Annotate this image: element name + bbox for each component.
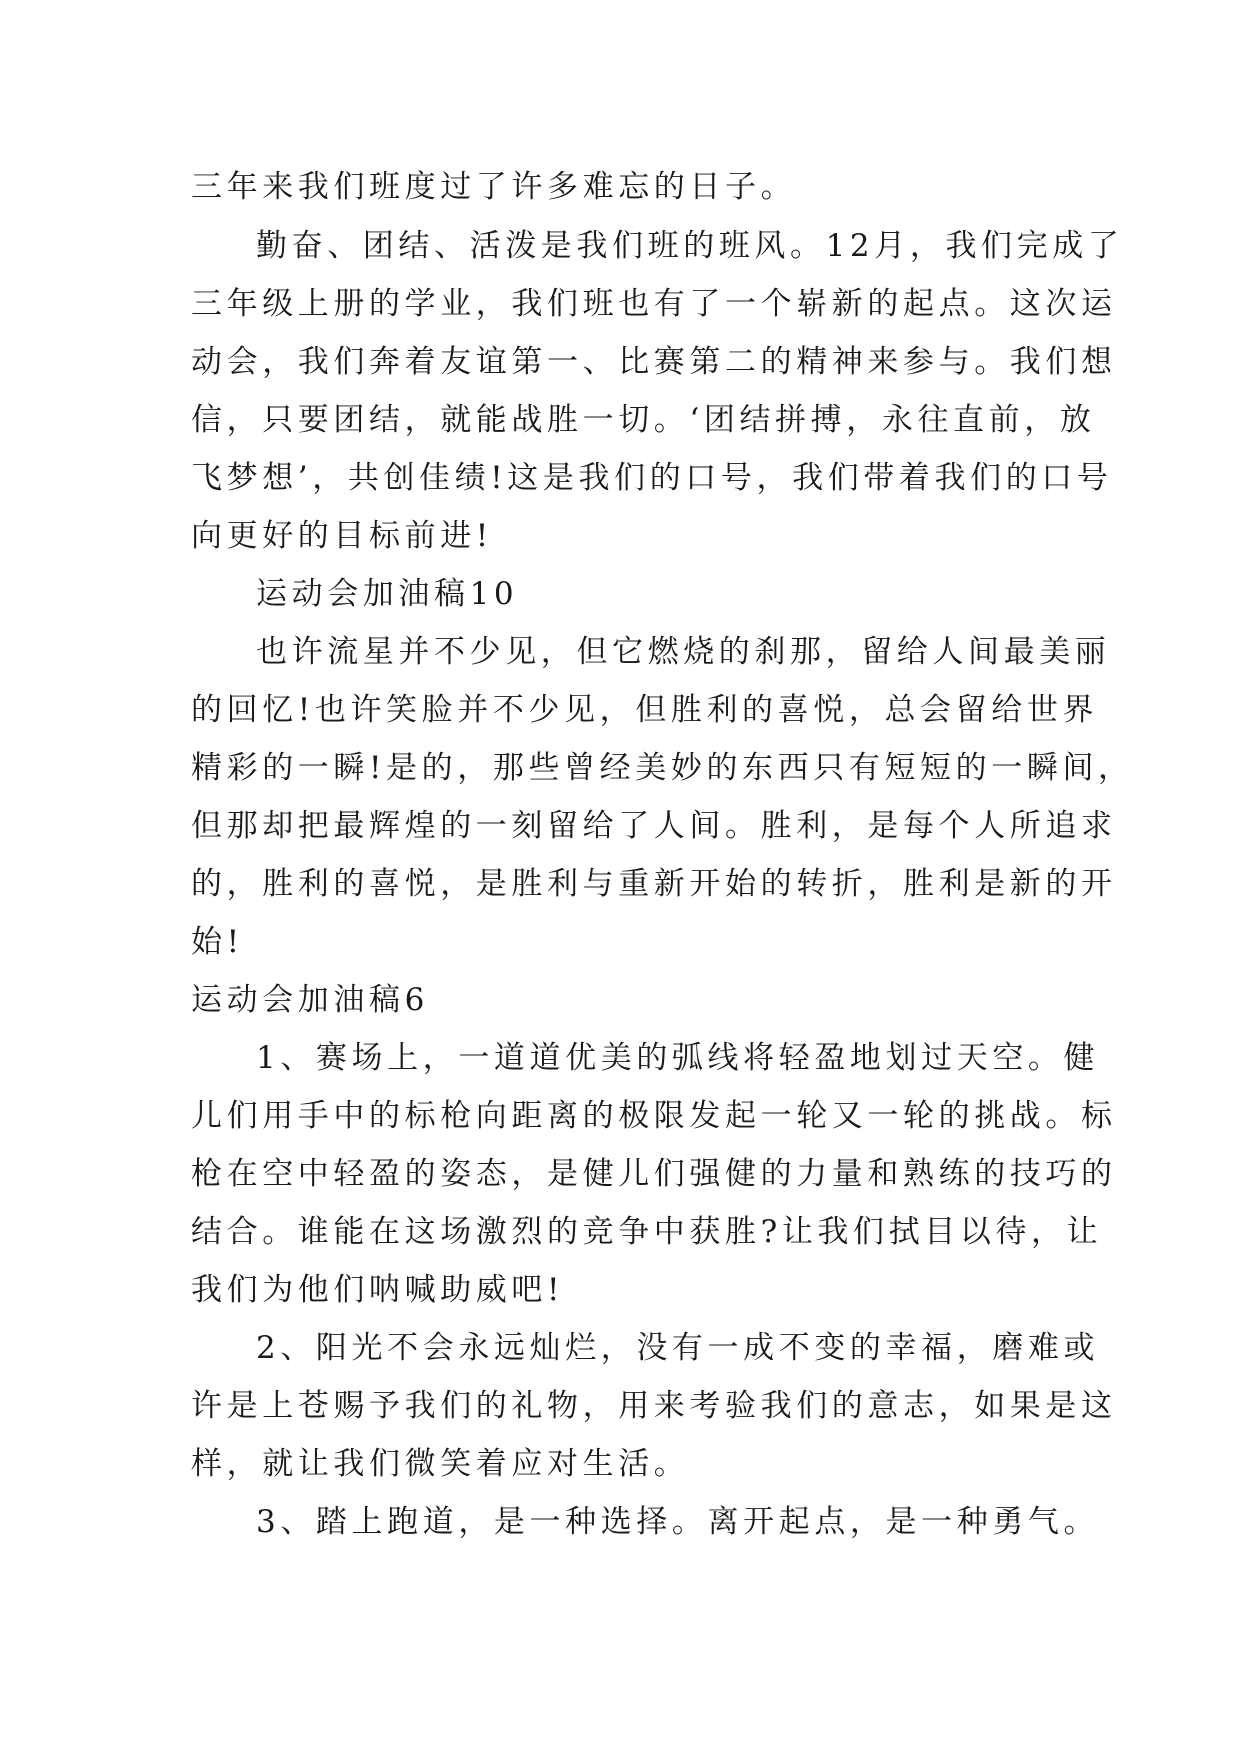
text-line: 的回忆!也许笑脸并不少见，但胜利的喜悦，总会留给世界 bbox=[191, 692, 1099, 728]
text-line: 但那却把最辉煌的一刻留给了人间。胜利，是每个人所追求 bbox=[191, 808, 1117, 844]
text-line: 1、赛场上，一道道优美的弧线将轻盈地划过天空。健 bbox=[256, 1040, 1100, 1076]
text-line: 始! bbox=[191, 924, 244, 960]
text-line: 的，胜利的喜悦，是胜利与重新开始的转折，胜利是新的开 bbox=[191, 866, 1117, 902]
text-line: 飞梦想’，共创佳绩!这是我们的口号，我们带着我们的口号 bbox=[191, 460, 1113, 496]
text-line: 3、踏上跑道，是一种选择。离开起点，是一种勇气。 bbox=[256, 1504, 1100, 1540]
text-line: 三年级上册的学业，我们班也有了一个崭新的起点。这次运 bbox=[191, 286, 1117, 322]
text-line: 样，就让我们微笑着应对生活。 bbox=[191, 1446, 690, 1482]
text-line: 精彩的一瞬!是的，那些曾经美妙的东西只有短短的一瞬间， bbox=[191, 750, 1134, 786]
text-line: 枪在空中轻盈的姿态，是健儿们强健的力量和熟练的技巧的 bbox=[191, 1156, 1117, 1192]
text-line: 动会，我们奔着友谊第一、比赛第二的精神来参与。我们想 bbox=[191, 344, 1117, 380]
text-line: 我们为他们呐喊助威吧! bbox=[191, 1272, 565, 1308]
text-line: 向更好的目标前进! bbox=[191, 518, 493, 554]
section-heading: 运动会加油稿10 bbox=[256, 576, 519, 612]
text-line: 儿们用手中的标枪向距离的极限发起一轮又一轮的挑战。标 bbox=[191, 1098, 1117, 1134]
text-line: 勤奋、团结、活泼是我们班的班风。12月，我们完成了 bbox=[256, 228, 1124, 264]
text-line: 结合。谁能在这场激烈的竞争中获胜?让我们拭目以待，让 bbox=[191, 1214, 1103, 1250]
text-line: 信，只要团结，就能战胜一切。‘团结拼搏，永往直前，放 bbox=[191, 402, 1096, 438]
text-line: 2、阳光不会永远灿烂，没有一成不变的幸福，磨难或 bbox=[256, 1330, 1100, 1366]
text-line: 也许流星并不少见，但它燃烧的刹那，留给人间最美丽 bbox=[256, 634, 1111, 670]
text-line: 许是上苍赐予我们的礼物，用来考验我们的意志，如果是这 bbox=[191, 1388, 1117, 1424]
section-heading: 运动会加油稿6 bbox=[191, 982, 429, 1018]
text-line: 三年来我们班度过了许多难忘的日子。 bbox=[191, 169, 797, 205]
